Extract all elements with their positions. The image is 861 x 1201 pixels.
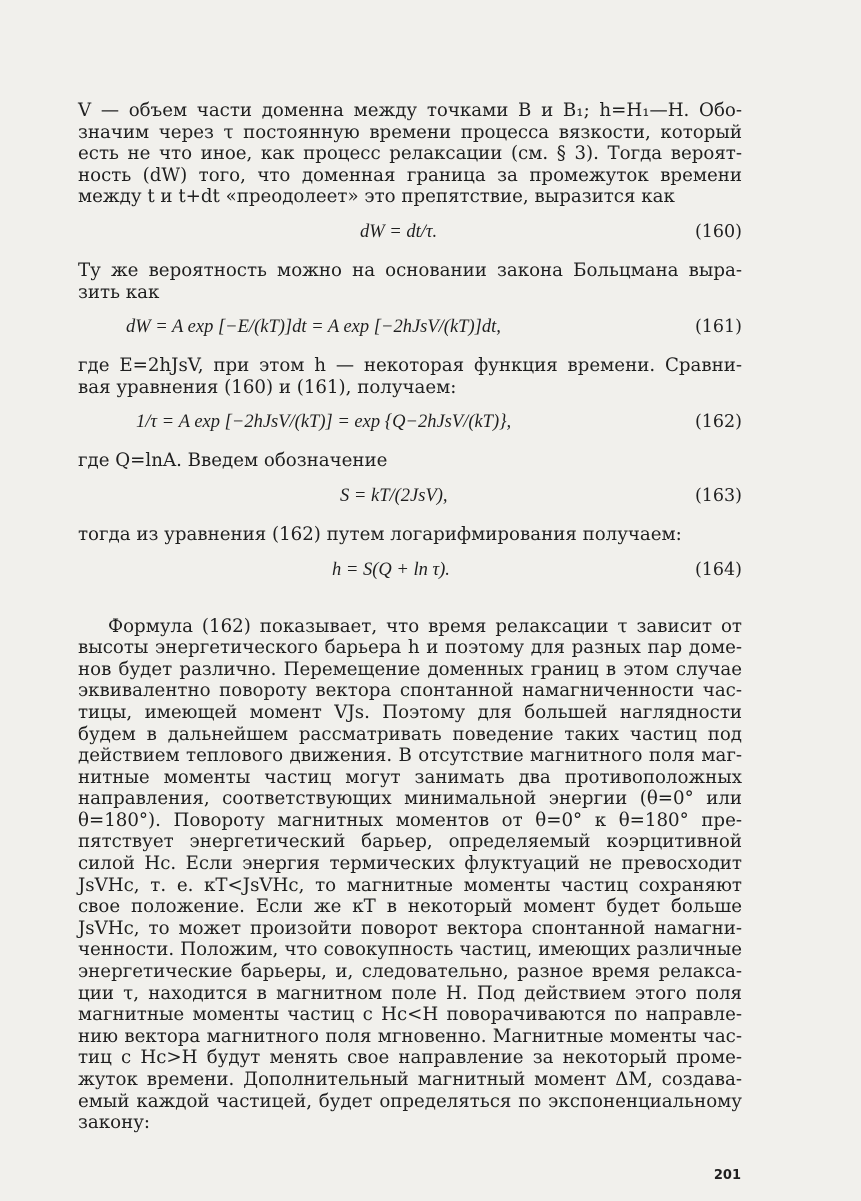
- text-line: тогда из уравнения (162) путем логарифмирования получаем:: [78, 523, 682, 545]
- text-line: JsVHc, т. е. кT<JsVHc, то магнитные моменты частиц сохраняют: [78, 874, 742, 896]
- text-line: значим через τ постоянную времени процесса вязкости, который: [78, 121, 742, 143]
- text-line: где E=2hJsV, при этом h — некоторая функция времени. Сравни-: [78, 355, 742, 377]
- text-line: тицы, имеющей момент VJs. Поэтому для большей наглядности: [78, 701, 742, 723]
- paragraph-1: [78, 100, 742, 208]
- text-line: нов будет различно. Перемещение доменных границ в этом случае: [78, 658, 742, 680]
- text-line: нию вектора магнитного поля мгновенно. Магнитные моменты час-: [78, 1025, 742, 1047]
- text-line: емый каждой частицей, будет определяться по экспоненциальному: [78, 1090, 742, 1112]
- text-line: между t и t+dt «преодолеет» это препятствие, выразится как: [78, 186, 675, 208]
- text-line: магнитные моменты частиц с Hc<H поворачиваются по направле-: [78, 1004, 742, 1026]
- equation-160: [78, 222, 742, 244]
- paragraph-6: [78, 616, 742, 1134]
- text-line: ность (dW) того, что доменная граница за промежуток времени: [78, 164, 742, 186]
- equation-161: [78, 317, 742, 339]
- equation-number: (162): [694, 412, 742, 433]
- text-line: закону:: [78, 1112, 151, 1134]
- text-line: Ту же вероятность можно на основании закона Больцмана выра-: [78, 259, 742, 281]
- text-line: нитные моменты частиц могут занимать два противоположных: [78, 766, 742, 788]
- paragraph-2: [78, 260, 742, 303]
- paragraph-3: [78, 355, 742, 398]
- equation-number: (163): [694, 485, 742, 506]
- text-line: JsVHc, то может произойти поворот вектора спонтанной намагни-: [78, 917, 742, 939]
- text-line: жуток времени. Дополнительный магнитный момент ΔM, создава-: [78, 1069, 742, 1090]
- text-line: Формула (162) показывает, что время релаксации τ зависит от: [108, 615, 742, 637]
- text-line: будем в дальнейшем рассматривать поведение таких частиц под: [78, 723, 742, 745]
- text-line: направления, соответствующих минимальной энергии (θ=0° или: [78, 788, 742, 810]
- equation-162: [78, 412, 742, 434]
- text-line: свое положение. Если же кT в некоторый момент будет больше: [78, 896, 742, 918]
- text-line: зить как: [78, 281, 160, 303]
- equation-formula: 1/τ = A exp [−2hJsV/(kT)] = exp {Q−2hJsV/(kT)},: [136, 412, 512, 433]
- paragraph-4: [78, 450, 742, 472]
- equation-number: (160): [694, 221, 742, 242]
- equation-formula: h = S(Q + ln τ).: [332, 559, 450, 580]
- text-line: V — объем части доменна между точками B и B₁; h=H₁—H. Обо-: [78, 100, 742, 121]
- text-line: энергетические барьеры, и, следовательно, разное время релакса-: [78, 961, 742, 983]
- text-line: действием теплового движения. В отсутствие магнитного поля маг-: [78, 745, 742, 767]
- text-line: ченности. Положим, что совокупность частиц, имеющих различные: [78, 939, 742, 961]
- page-number: 201: [713, 1168, 741, 1183]
- text-line: высоты энергетического барьера h и поэтому для разных пар доме-: [78, 637, 742, 659]
- text-line: тиц с Hc>H будут менять свое направление за некоторый проме-: [78, 1047, 742, 1069]
- paragraph-5: [78, 524, 742, 546]
- equation-formula: dW = dt/τ.: [360, 221, 438, 242]
- equation-number: (164): [694, 559, 742, 580]
- equation-164: [78, 560, 742, 582]
- text-line: есть не что иное, как процесс релаксации (см. § 3). Тогда вероят-: [78, 143, 742, 165]
- text-line: ции τ, находится в магнитном поле H. Под действием этого поля: [78, 982, 742, 1004]
- text-line: вая уравнения (160) и (161), получаем:: [78, 376, 457, 398]
- page-body: [78, 100, 742, 1134]
- text-line: где Q=lnA. Введем обозначение: [78, 450, 388, 472]
- text-line: эквивалентно повороту вектора спонтанной намагниченности час-: [78, 680, 742, 702]
- text-line: силой Hc. Если энергия термических флуктуаций не превосходит: [78, 853, 742, 875]
- equation-formula: dW = A exp [−E/(kT)]dt = A exp [−2hJsV/(kT)]dt,: [126, 317, 501, 338]
- equation-formula: S = kT/(2JsV),: [340, 485, 448, 506]
- text-line: пятствует энергетический барьер, определяемый коэрцитивной: [78, 831, 742, 853]
- equation-number: (161): [694, 317, 742, 338]
- equation-163: [78, 486, 742, 508]
- text-line: θ=180°). Повороту магнитных моментов от θ=0° к θ=180° пре-: [78, 809, 742, 831]
